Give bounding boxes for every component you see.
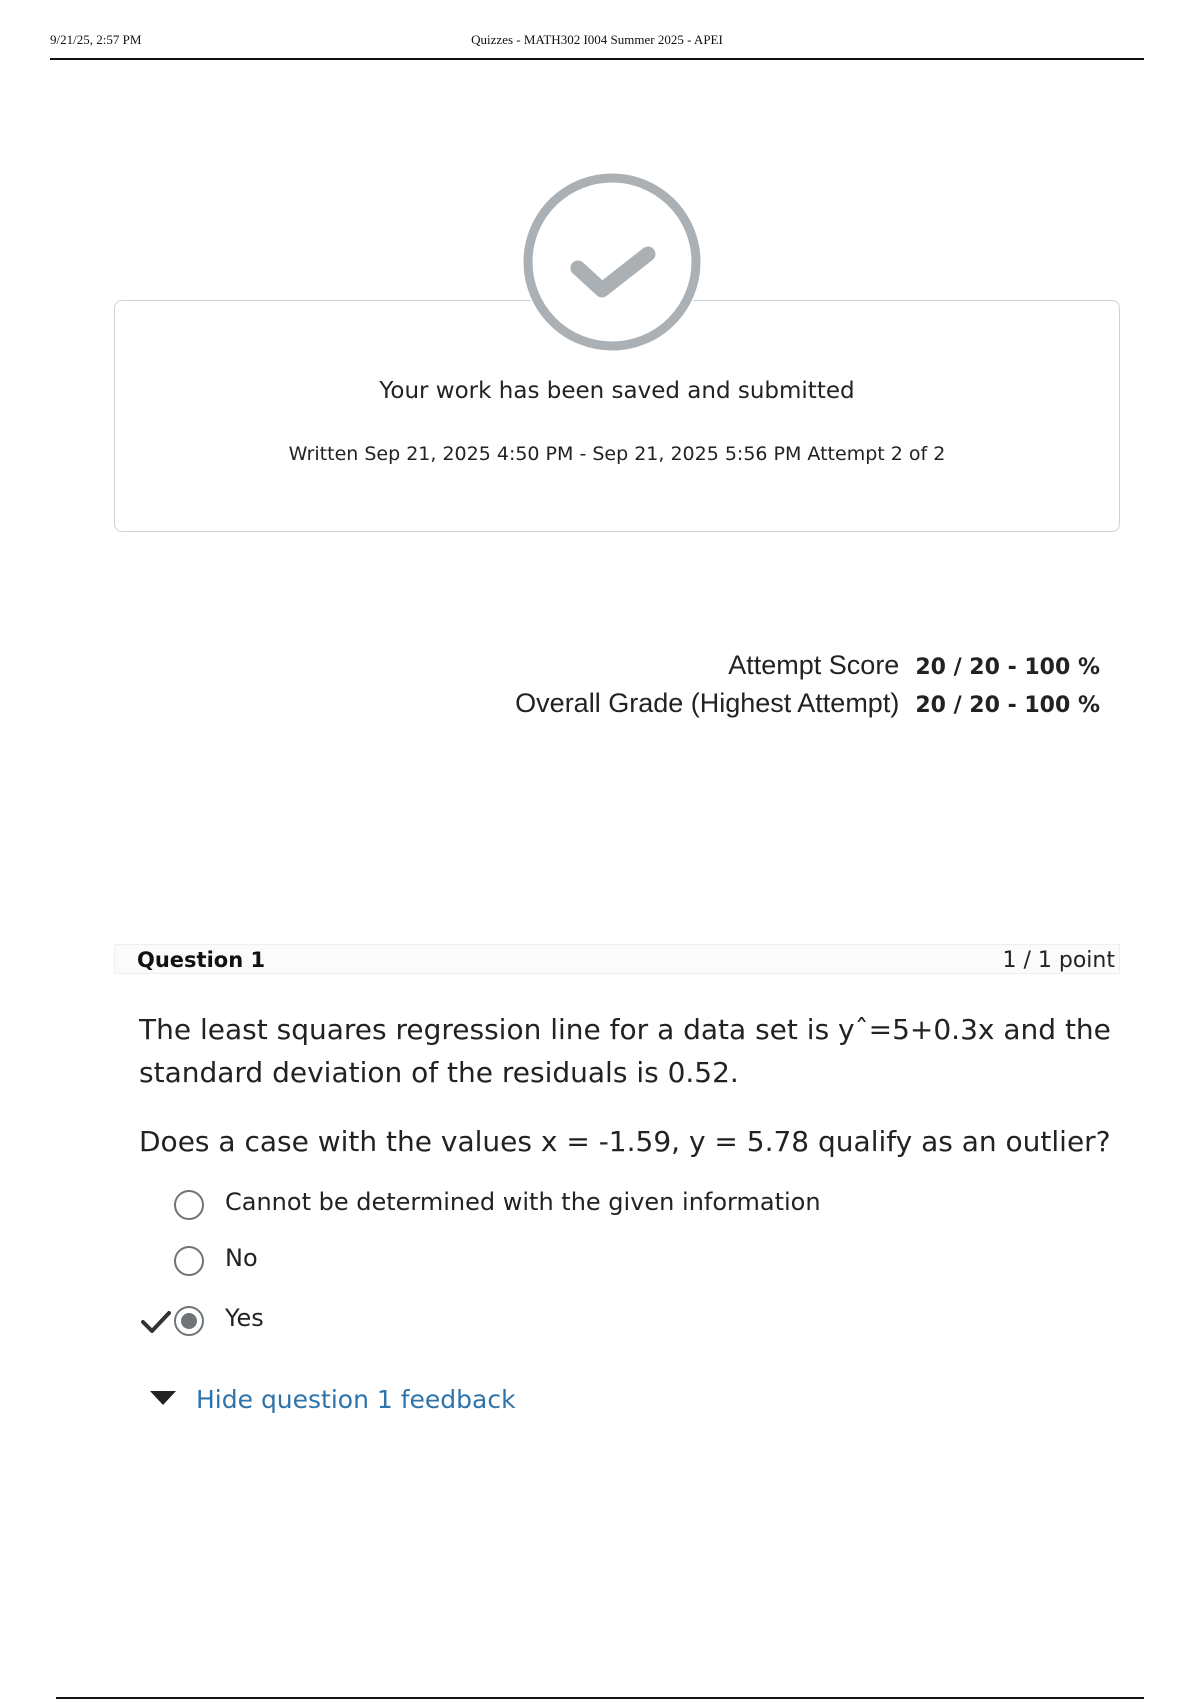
submission-message: Your work has been saved and submitted [379, 378, 855, 404]
overall-grade-label: Overall Grade (Highest Attempt) [515, 688, 900, 718]
radio-button-selected[interactable] [174, 1306, 204, 1336]
hide-feedback-link[interactable]: Hide question 1 feedback [196, 1385, 516, 1414]
question-title: Question 1 [137, 948, 266, 972]
question-header [114, 944, 1120, 974]
radio-button[interactable] [174, 1190, 204, 1220]
print-header [50, 28, 1144, 60]
print-footer-rule [56, 1697, 1144, 1699]
answer-option-cannot-determine[interactable] [140, 1186, 1040, 1226]
print-title: Quizzes - MATH302 I004 Summer 2025 - APEI [471, 32, 723, 47]
option-label: Cannot be determined with the given information [225, 1188, 821, 1216]
answer-option-no[interactable] [140, 1242, 1040, 1282]
question-stem: The least squares regression line for a data set is yˆ=5+0.3x and the standard deviation of the residuals is 0.52. [139, 1013, 1111, 1089]
correct-checkmark-icon [140, 1309, 172, 1335]
question-points: 1 / 1 point [1002, 948, 1115, 973]
overall-grade [515, 688, 1100, 719]
overall-grade-value: 20 / 20 - 100 % [915, 693, 1100, 718]
caret-down-icon [148, 1389, 178, 1411]
answer-option-yes[interactable] [140, 1302, 1040, 1342]
attempt-score [728, 650, 1100, 681]
radio-button[interactable] [174, 1246, 204, 1276]
print-date: 9/21/25, 2:57 PM [50, 32, 142, 47]
check-circle-icon [522, 172, 702, 352]
attempt-score-label: Attempt Score [728, 650, 900, 680]
hide-feedback-toggle[interactable] [148, 1383, 548, 1419]
question-prompt: Does a case with the values x = -1.59, y = 5.78 qualify as an outlier? [139, 1125, 1111, 1158]
option-label: No [225, 1244, 258, 1272]
option-label: Yes [225, 1304, 264, 1332]
attempt-score-value: 20 / 20 - 100 % [915, 655, 1100, 680]
submission-dates: Written Sep 21, 2025 4:50 PM - Sep 21, 2025 5:56 PM Attempt 2 of 2 [288, 443, 946, 465]
